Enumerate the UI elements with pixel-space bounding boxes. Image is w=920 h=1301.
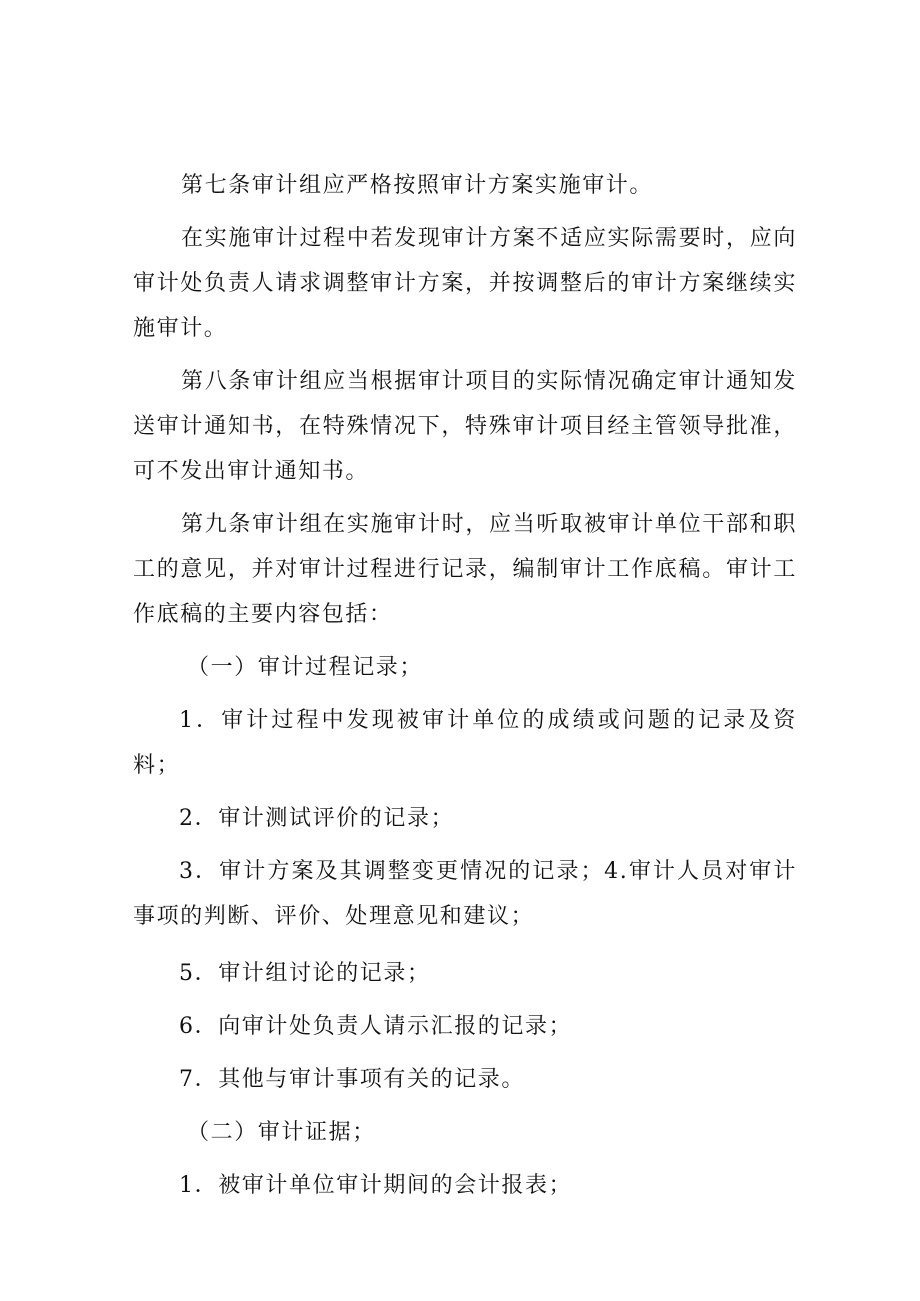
document-body xyxy=(133,163,797,1216)
list-item: 5．审计组讨论的记录； xyxy=(179,961,431,986)
article-9: 第九条审计组在实施审计时，应当听取被审计单位干部和职工的意见，并对审计过程进行记录，编制审计工作底稿。审计工作底稿的主要内容包括： xyxy=(133,512,797,627)
article-8: 第八条审计组应当根据审计项目的实际情况确定审计通知发送审计通知书，在特殊情况下，特殊审计项目经主管领导批准，可不发出审计通知书。 xyxy=(133,369,797,484)
list-item: 3．审计方案及其调整变更情况的记录；4.审计人员对审计事项的判断、评价、处理意见和建议； xyxy=(133,859,797,929)
list-item: 1．被审计单位审计期间的会计报表； xyxy=(179,1173,573,1198)
list-item: 6．向审计处负责人请示汇报的记录； xyxy=(179,1014,573,1039)
list-item: 1．审计过程中发现被审计单位的成绩或问题的记录及资料； xyxy=(133,708,797,778)
article-7-paragraph-2: 在实施审计过程中若发现审计方案不适应实际需要时，应向审计处负责人请求调整审计方案，并按调整后的审计方案继续实施审计。 xyxy=(133,226,797,341)
article-7: 第七条审计组应严格按照审计方案实施审计。 xyxy=(181,173,654,198)
list-item: 2．审计测试评价的记录； xyxy=(179,806,455,831)
section-1-heading: （一）审计过程记录； xyxy=(187,655,424,680)
section-2-heading: （二）审计证据； xyxy=(187,1120,376,1145)
list-item: 7．其他与审计事项有关的记录。 xyxy=(179,1067,525,1092)
